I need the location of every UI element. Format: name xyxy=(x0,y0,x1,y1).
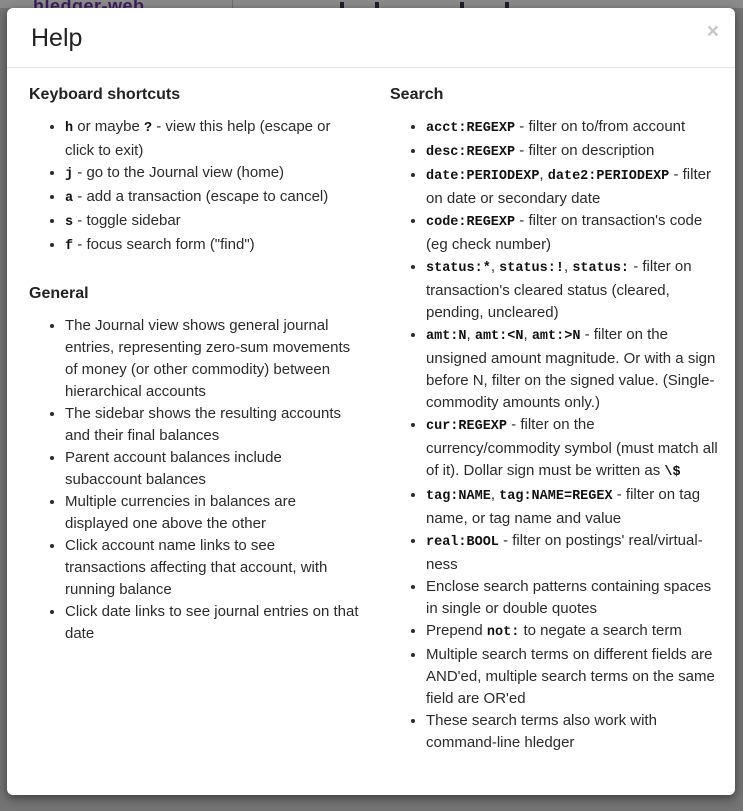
list-item: • tag:NAME, tag:NAME=REGEX - filter on tag name, or tag name and value xyxy=(426,484,720,530)
help-column-left xyxy=(22,82,359,754)
list-item: • h or maybe ? - view this help (escape or click to exit) xyxy=(65,116,359,162)
section-list xyxy=(383,116,720,754)
list-item: • cur:REGEXP - filter on the currency/commodity symbol (must match all of it). Dollar sign must be written as \$ xyxy=(426,414,720,484)
code-term: f xyxy=(65,239,74,254)
code-term: date2:PERIODEXP xyxy=(547,169,670,184)
code-term: \$ xyxy=(664,465,681,480)
list-item: • These search terms also work with command-line hledger xyxy=(426,710,720,754)
list-item: • amt:N, amt:<N, amt:>N - filter on the unsigned amount magnitude. Or with a sign before N, filter on the signed value. (Single-commodity amounts only.) xyxy=(426,324,720,414)
code-term: h xyxy=(65,121,74,136)
list-item: • The sidebar shows the resulting accounts and their final balances xyxy=(65,403,359,447)
code-term: status:! xyxy=(499,261,564,276)
code-term: s xyxy=(65,215,74,230)
modal-title: Help xyxy=(31,24,83,52)
list-item: • Enclose search patterns containing spaces in single or double quotes xyxy=(426,576,720,620)
dimmed-page-strip xyxy=(0,0,743,8)
code-term: acct:REGEXP xyxy=(426,121,516,136)
list-item: • Parent account balances include subaccount balances xyxy=(65,447,359,491)
list-item: • status:*, status:!, status: - filter on transaction's cleared status (cleared, pending, uncleared) xyxy=(426,256,720,324)
code-term: amt:N xyxy=(426,329,467,344)
code-term: tag:NAME=REGEX xyxy=(499,489,613,504)
list-item: • The Journal view shows general journal entries, representing zero-sum movements of money (or other commodity) between hierarchical accounts xyxy=(65,315,359,403)
section-list xyxy=(22,116,359,258)
section-heading: Keyboard shortcuts xyxy=(29,86,181,103)
list-item: • Multiple search terms on different fields are AND'ed, multiple search terms on the same field are OR'ed xyxy=(426,644,720,710)
list-item: • acct:REGEXP - filter on to/from account xyxy=(426,116,720,140)
code-term: amt:>N xyxy=(531,329,581,344)
help-modal-header xyxy=(7,8,735,68)
code-term: ? xyxy=(143,121,153,136)
code-term: date:PERIODEXP xyxy=(426,169,540,184)
help-modal xyxy=(7,8,735,795)
code-term: real:BOOL xyxy=(426,535,499,550)
section-list xyxy=(22,315,359,645)
list-item: • real:BOOL - filter on postings' real/virtual-ness xyxy=(426,530,720,576)
list-item: • date:PERIODEXP, date2:PERIODEXP - filter on date or secondary date xyxy=(426,164,720,210)
list-item: • a - add a transaction (escape to cancel) xyxy=(65,186,359,210)
code-term: j xyxy=(65,167,74,182)
list-item: • j - go to the Journal view (home) xyxy=(65,162,359,186)
list-item: • Prepend not: to negate a search term xyxy=(426,620,720,644)
section-heading: Search xyxy=(390,86,444,103)
code-term: cur:REGEXP xyxy=(426,419,508,434)
sidebar-divider xyxy=(232,0,233,8)
code-term: amt:<N xyxy=(474,329,524,344)
list-item: • s - toggle sidebar xyxy=(65,210,359,234)
code-term: a xyxy=(65,191,74,206)
code-term: not: xyxy=(486,625,520,640)
list-item: • f - focus search form ("find") xyxy=(65,234,359,258)
list-item: • code:REGEXP - filter on transaction's code (eg check number) xyxy=(426,210,720,256)
code-term: status: xyxy=(572,261,630,276)
help-column-right xyxy=(383,82,720,754)
code-term: tag:NAME xyxy=(426,489,491,504)
list-item: • desc:REGEXP - filter on description xyxy=(426,140,720,164)
code-term: desc:REGEXP xyxy=(426,145,516,160)
help-modal-body xyxy=(7,68,735,769)
code-term: status:* xyxy=(426,261,491,276)
section-heading: General xyxy=(29,285,89,302)
list-item: • Multiple currencies in balances are displayed one above the other xyxy=(65,491,359,535)
list-item: • Click account name links to see transactions affecting that account, with running balance xyxy=(65,535,359,601)
close-icon[interactable]: × xyxy=(706,20,719,43)
list-item: • Click date links to see journal entries on that date xyxy=(65,601,359,645)
code-term: code:REGEXP xyxy=(426,215,516,230)
